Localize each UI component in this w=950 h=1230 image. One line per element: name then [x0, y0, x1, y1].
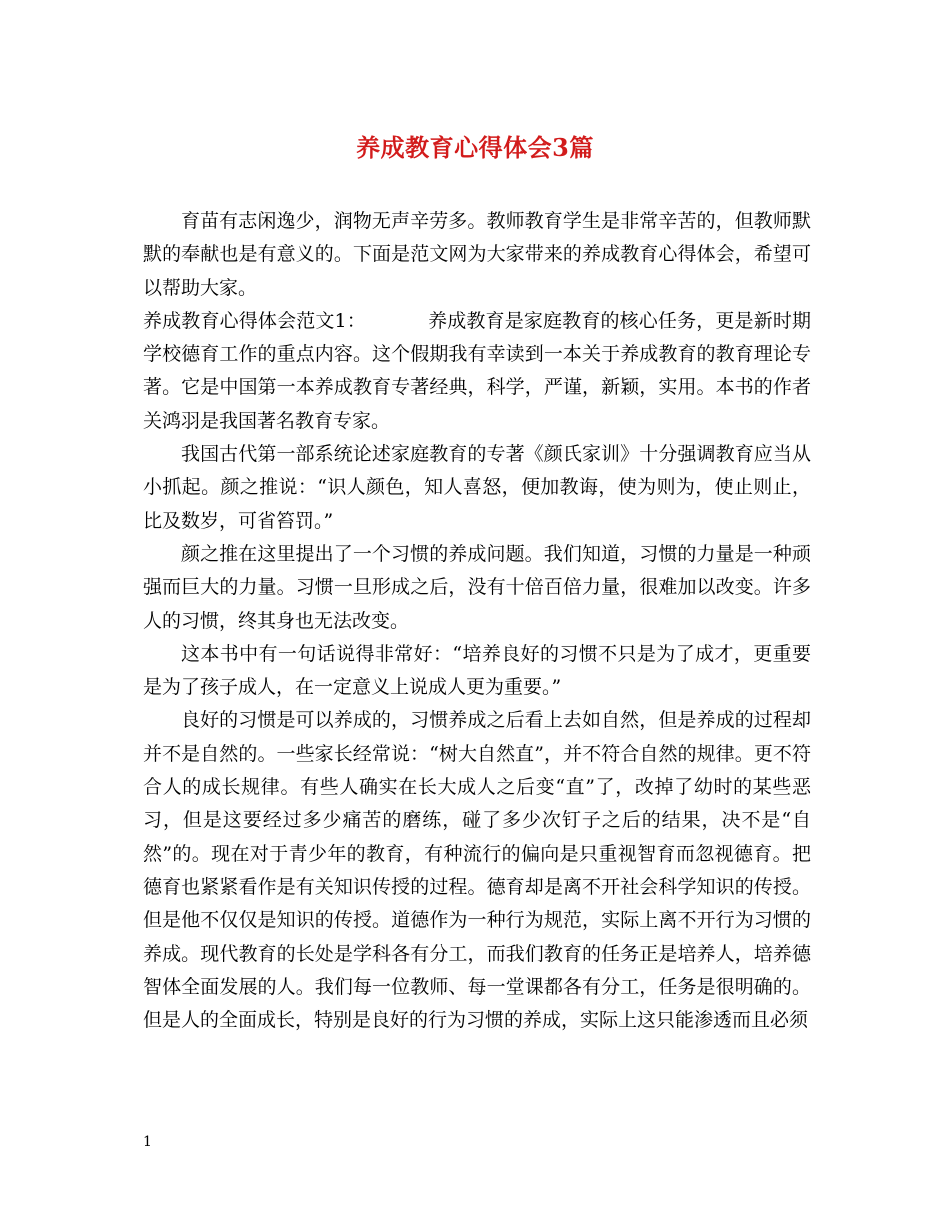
paragraph-intro: 育苗有志闲逸少，润物无声辛劳多。教师教育学生是非常辛苦的，但教师默默的奉献也是有意义的。下面是范文网为大家带来的养成教育心得体会，希望可以帮助大家。 — [143, 210, 811, 299]
document-body — [143, 205, 811, 1037]
sample-1-text: 养成教育是家庭教育的核心任务，更是新时期学校德育工作的重点内容。这个假期我有幸读到一本关于养成教育的教育理论专著。它是中国第一本养成教育专著经典，科学，严谨，新颖，实用。本书的作者关鸿羽是我国著名教育专家。 — [143, 309, 811, 432]
sample-heading: 养成教育心得体会范文1： — [143, 309, 366, 332]
paragraph-yanshi-jiaxun: 我国古代第一部系统论述家庭教育的专著《颜氏家训》十分强调教育应当从小抓起。颜之推说：“识人颜色，知人喜怒，便加教诲，使为则为，使止则止，比及数岁，可省笞罚。” — [143, 443, 811, 532]
paragraph-sample-1 — [143, 305, 811, 438]
paragraph-habit-power: 颜之推在这里提出了一个习惯的养成问题。我们知道，习惯的力量是一种顽强而巨大的力量。习惯一旦形成之后，没有十倍百倍力量，很难加以改变。许多人的习惯，终其身也无法改变。 — [143, 542, 811, 632]
page-number: 1 — [143, 1134, 152, 1150]
page-title: 养成教育心得体会3篇 — [356, 133, 594, 162]
paragraph-book-quote: 这本书中有一句话说得非常好：“培养良好的习惯不只是为了成才，更重要是为了孩子成人，在一定意义上说成人更为重要。” — [143, 642, 811, 699]
paragraph-good-habits: 良好的习惯是可以养成的，习惯养成之后看上去如自然，但是养成的过程却并不是自然的。一些家长经常说：“树大自然直”，并不符合自然的规律。更不符合人的成长规律。有些人确实在长大成人之后变“直”了，改掉了幼时的某些恶习，但是这要经过多少痛苦的磨练，碰了多少次钉子之后的结果，决不是“自然”的。现在对于青少年的教育，有种流行的偏向是只重视智育而忽视德育。把德育也紧紧看作是有关知识传授的过程。德育却是离不开社会科学知识的传授。但是他不仅仅是知识的传授。道德作为一种行为规范，实际上离不开行为习惯的养成。现代教育的长处是学科各有分工，而我们教育的任务正是培养人，培养德智体全面发展的人。我们每一位教师、每一堂课都各有分工，任务是很明确的。但是人的全面成长，特别是良好的行为习惯的养成，实际上这只能渗透而且必须 — [143, 709, 811, 1032]
